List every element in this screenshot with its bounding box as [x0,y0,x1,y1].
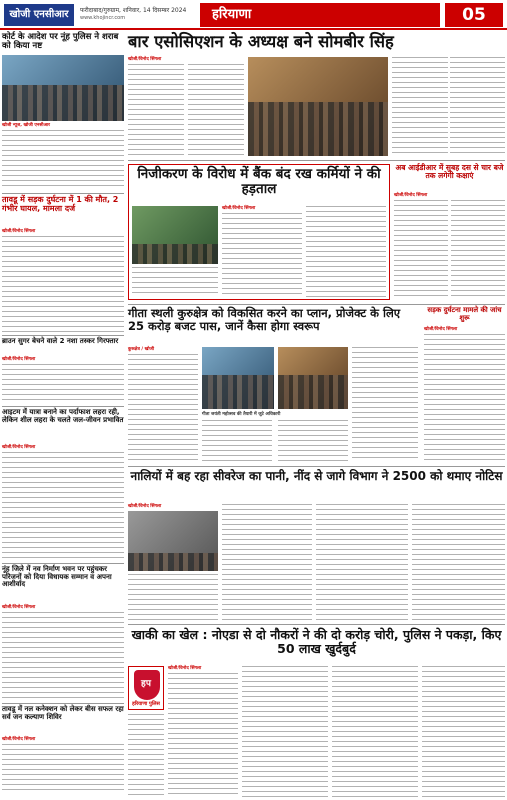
article-headline: नूंह जिले में नव निर्माण भवन पर पहुंचकर परिजनों को दिया विधायक सम्मान व अपना आशीर्वाद [2,565,112,589]
article-body [2,612,124,700]
article-body [352,347,418,462]
issue-date: फरीदाबाद/गुरुग्राम, शनिवार, 14 दिसम्बर 2024 [80,7,187,14]
article-body [242,666,328,797]
article-headline: तावडू में नल कनेक्शन को लेकर बीस सफल रहा सर्व जन कल्याण शिविर [2,705,124,721]
article-headline: कोर्ट के आदेश पर नूंह पुलिस ने शराब को किया नष्ट [2,32,119,52]
article-byline: खोजी/विनोद सिंगला [2,445,36,450]
article-body [332,666,418,797]
logo-subtext: हरियाणा पुलिस [132,701,160,707]
article-body [306,206,386,297]
article-photo [2,55,124,121]
article-photo [132,206,218,264]
article-byline: खोजी/विनोद सिंगला [424,327,458,332]
article-byline: खोजी/विनोद सिंगला [2,357,36,362]
left-column [2,33,124,797]
article-body [128,574,218,620]
divider [2,193,124,194]
article-byline: खोजी/विनोद सिंगला [2,229,36,234]
page-number: 05 [445,3,503,27]
divider [2,703,124,704]
article-headline: नालियों में बह रहा सीवरेज का पानी, नींद से जागे विभाग ने 2500 को थमाए नोटिस [130,469,503,483]
article-photo [202,347,274,409]
article-body [168,673,238,797]
section-name: हरियाणा [200,3,440,27]
website: www.khojincr.com [80,15,126,21]
article-headline: तावडू में सड़क दुर्घटना में 1 की मौत, 2 गंभीर घायल, मामला दर्ज [2,195,119,213]
divider [128,466,505,467]
article-headline: निजीकरण के विरोध में बैंक बंद रख कर्मियों ने की हड़ताल [137,166,381,197]
photo-caption: गीता जयंती महोत्सव की तैयारी में जुटे अधिकारी [202,412,281,417]
article-photo [128,511,218,571]
article-body [128,714,164,797]
divider [128,304,505,305]
article-headline: ब्राउन सुगर बेचने वाले 2 नशा तस्कर गिरफ्तार [2,337,119,345]
article-headline: खाकी का खेल : नोएडा से दो नौकरों ने की दो करोड़ चोरी, पुलिस ने पकड़ा, किए 50 लाख खुर्दबुर्द [131,627,502,656]
newspaper-logo: खोजी एनसीआर [4,4,74,26]
article-body [424,334,505,462]
divider [2,335,124,336]
divider [2,406,124,407]
article-byline: कुरुक्षेत्र / खोजी [128,347,154,352]
haryana-police-logo [128,666,164,710]
article-body [450,57,505,156]
lead-photo [248,57,388,156]
article-court-liquor [2,33,124,52]
masthead [0,0,507,30]
article-body [128,64,184,156]
lead-headline: बार एसोसिएशन के अध्यक्ष बने सोमबीर सिंह [128,32,394,51]
article-body [2,744,124,794]
divider [128,160,505,161]
article-byline: खोजी/विनोद सिंगला [128,504,162,509]
article-byline: खोजी/विनोद सिंगला [2,737,36,742]
divider [2,563,124,564]
article-body [2,364,124,404]
article-body [2,236,124,333]
article-body [128,354,198,462]
logo-text: हप [141,679,151,689]
article-body [132,267,218,297]
article-body [451,200,505,300]
article-body [412,504,505,620]
article-headline: अब आईडीआर में सुबह दस से चार बजे तक लगेगी कक्षाएं [395,163,504,181]
right-column [128,33,505,797]
article-body [222,213,302,297]
article-body [278,420,348,462]
article-body [392,57,448,156]
article-body [422,666,505,797]
article-body [394,200,448,300]
article-body [222,504,312,620]
article-body [202,420,272,462]
article-headline: गीता स्थली कुरुक्षेत्र को विकसित करने का प्लान, प्रोजेक्ट के लिए 25 करोड़ बजट पास, जानें कैसा होगा स्वरूप [128,306,401,333]
article-headline: आइटम में यात्रा बनाने का पर्दाफाश लहरा रही, लेकिन शील लहरा के चलते जल-जीवन प्रभावित [2,408,124,424]
article-byline: खोजी/विनोद सिंगला [168,666,202,671]
article-byline: खोजी न्यूज, खोजी एनसीआर [2,123,51,128]
article-byline: खोजी/विनोद सिंगला [222,206,256,211]
article-photo [278,347,348,409]
article-body [316,504,408,620]
article-body [2,452,124,560]
article-byline: खोजी/विनोद सिंगला [128,57,162,62]
divider [128,624,505,625]
article-body [2,130,124,190]
article-byline: खोजी/विनोद सिंगला [2,605,36,610]
article-byline: खोजी/विनोद सिंगला [394,193,428,198]
article-headline: सड़क दुर्घटना मामले की जांच शुरू [427,306,502,322]
article-body [188,64,244,156]
